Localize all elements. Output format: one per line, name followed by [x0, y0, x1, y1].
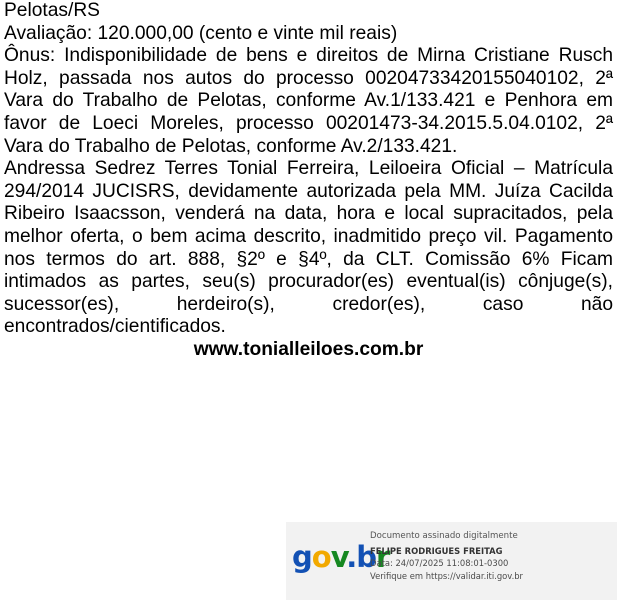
website-link[interactable]: www.tonialleiloes.com.br	[193, 338, 424, 360]
encumbrance-paragraph: Ônus: Indisponibilidade de bens e direitos de Mirna Cristiane Rusch Holz, passada nos autos do processo 00204733420155040102, 2ª Vara do Trabalho de Pelotas, conforme Av.1/133.421 e Penhora em favor de Loeci Moreles, processo 00201473-34.2015.5.04.0102, 2ª Vara do Trabalho de Pelotas, conforme Av.2/133.421.	[4, 45, 613, 157]
signature-title: Documento assinado digitalmente	[370, 531, 518, 541]
govbr-logo: gov.br	[292, 540, 390, 574]
auction-notice-paragraph: Andressa Sedrez Terres Tonial Ferreira, Leiloeira Oficial – Matrícula 294/2014 JUCISRS, devidamente autorizada pela MM. Juíza Cacilda Ribeiro Isaacsson, venderá na data, hora e local supracitados, pela melhor oferta, o bem acima descrito, inadmitido preço vil. Pagamento nos termos do art. 888, §2º e §4º, da CLT. Comissão 6% Ficam intimados as partes, seu(s) procurador(es) eventual(is) cônjuge(s), sucessor(es), herdeiro(s), credor(es), caso não encontrados/cientificados.	[4, 158, 613, 338]
signature-date: Data: 24/07/2025 11:08:01-0300	[370, 558, 509, 569]
digital-signature-stamp	[286, 522, 617, 600]
location-paragraph: Pelotas/RS	[4, 0, 100, 21]
document-body	[4, 0, 613, 362]
valuation-paragraph: Avaliação: 120.000,00 (cento e vinte mil reais)	[4, 22, 398, 44]
verify-link[interactable]: Verifique em https://validar.iti.gov.br	[370, 570, 523, 581]
signer-name: FELIPE RODRIGUES FREITAG	[370, 546, 503, 557]
signature-details	[370, 530, 523, 582]
